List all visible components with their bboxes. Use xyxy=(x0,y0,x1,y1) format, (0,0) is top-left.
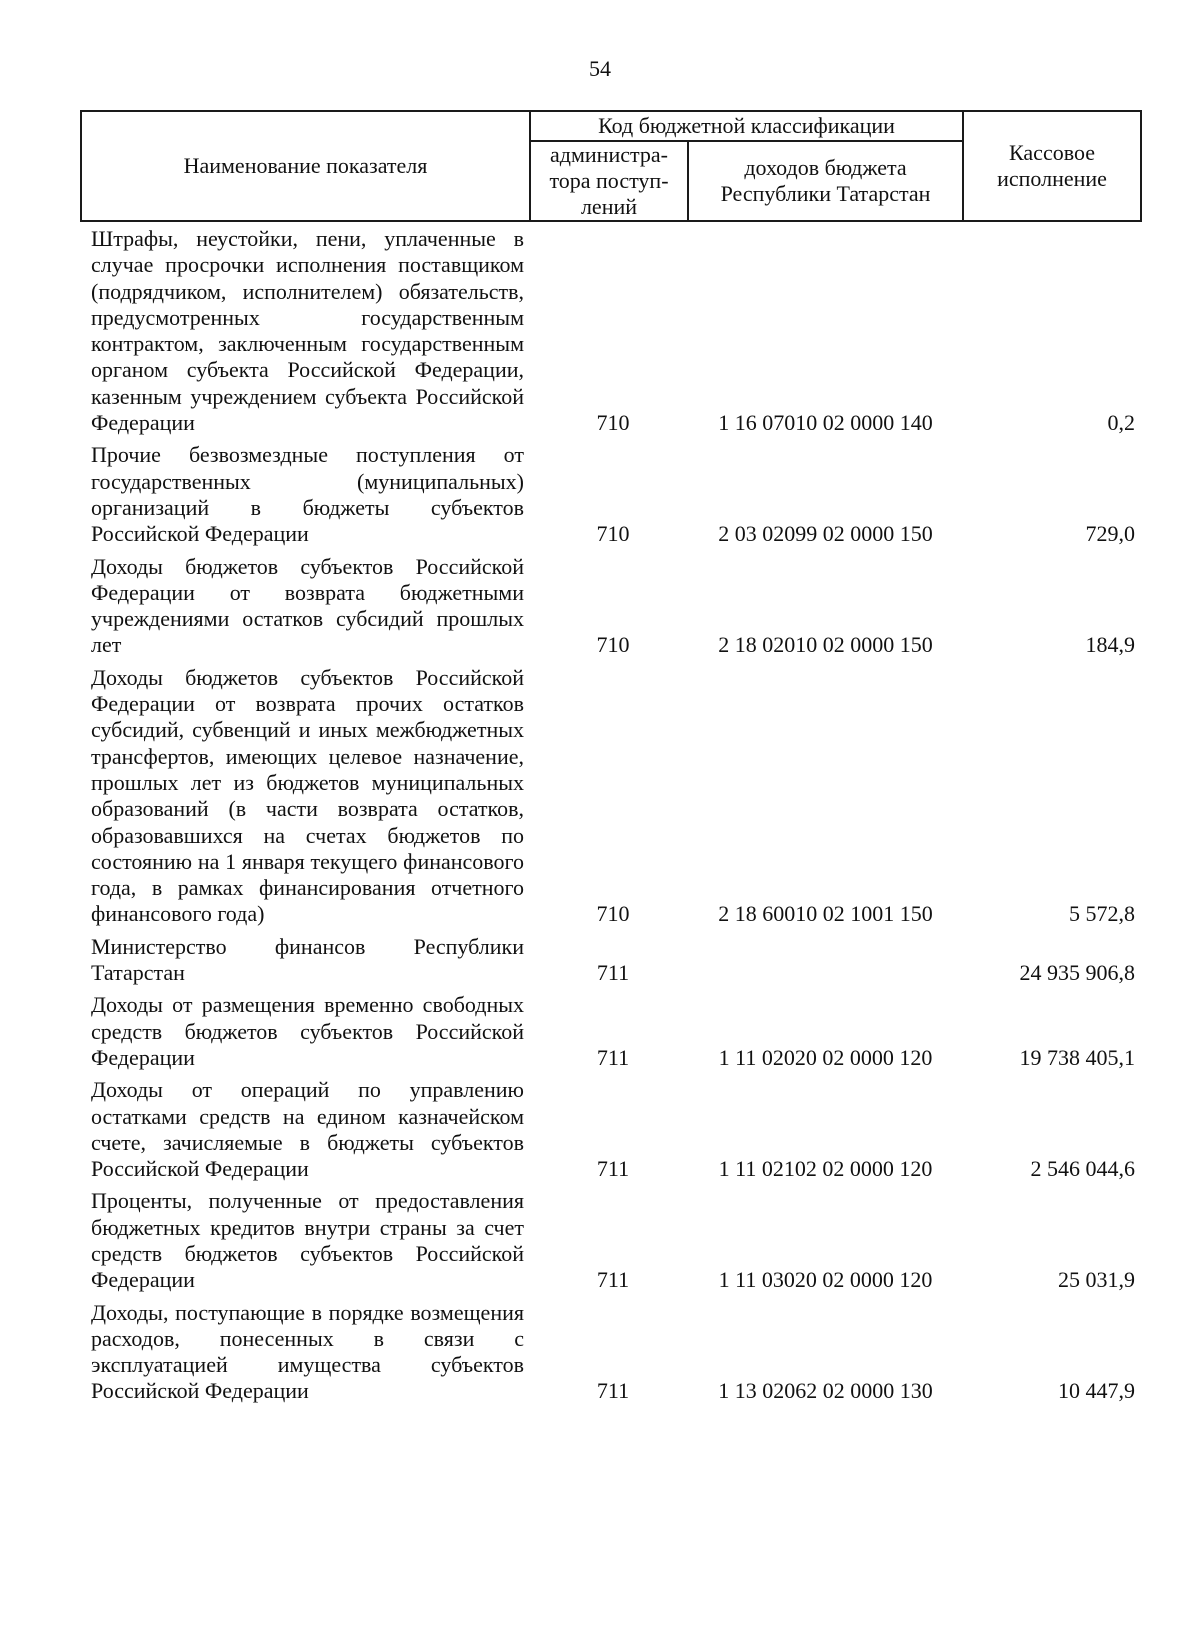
header-execution: Кассовое исполнение xyxy=(963,111,1141,221)
table-row xyxy=(81,438,1141,549)
row-admin-code: 710 xyxy=(596,901,630,927)
row-execution: 5 572,8 xyxy=(1069,901,1136,927)
table-row xyxy=(81,1296,1141,1407)
row-name: Доходы, поступающие в порядке возмещения расходов, понесенных в связи с эксплуатацией имущества субъектов Российской Федерации xyxy=(91,1299,524,1404)
row-execution: 25 031,9 xyxy=(1058,1267,1136,1293)
row-execution: 24 935 906,8 xyxy=(1019,960,1136,986)
table-row xyxy=(81,1184,1141,1295)
row-admin-code: 711 xyxy=(596,1156,630,1182)
row-execution: 10 447,9 xyxy=(1058,1378,1136,1404)
row-budget-code: 1 16 07010 02 0000 140 xyxy=(718,410,933,436)
row-admin-code: 711 xyxy=(596,1044,630,1070)
header-income-code: доходов бюджета Республики Татарстан xyxy=(688,141,963,221)
table-row xyxy=(81,988,1141,1073)
row-name: Доходы бюджетов субъектов Российской Федерации от возврата прочих остатков субсидий, субвенций и иных межбюджетных трансфертов, имеющих целевое назначение, прошлых лет из бюджетов муниципальных образований (в части возврата остатков, образовавшихся на счетах бюджетов по состоянию на 1 января текущего финансового года, в рамках финансирования отчетного финансового года) xyxy=(91,664,524,927)
table-row xyxy=(81,661,1141,930)
row-execution: 729,0 xyxy=(1085,521,1136,547)
row-execution: 0,2 xyxy=(1107,410,1136,436)
row-budget-code: 1 11 02020 02 0000 120 xyxy=(718,1044,933,1070)
row-budget-code: 2 03 02099 02 0000 150 xyxy=(718,521,933,547)
row-budget-code xyxy=(688,930,963,989)
row-admin-code: 710 xyxy=(596,521,630,547)
table-row xyxy=(81,1073,1141,1184)
row-execution: 2 546 044,6 xyxy=(1030,1156,1136,1182)
row-name: Проценты, полученные от предоставления бюджетных кредитов внутри страны за счет средств бюджетов субъектов Российской Федерации xyxy=(91,1188,524,1293)
row-budget-code: 2 18 02010 02 0000 150 xyxy=(718,632,933,658)
row-admin-code: 710 xyxy=(596,632,630,658)
page-number: 54 xyxy=(589,56,611,81)
row-name: Министерство финансов Республики Татарстан xyxy=(91,933,524,986)
table-header xyxy=(81,111,1141,221)
row-name: Прочие безвозмездные поступления от государственных (муниципальных) организаций в бюджеты субъектов Российской Федерации xyxy=(91,442,524,547)
row-name: Доходы бюджетов субъектов Российской Федерации от возврата бюджетными учреждениями остатков субсидий прошлых лет xyxy=(91,553,524,658)
row-admin-code: 711 xyxy=(596,1378,630,1404)
row-name: Доходы от размещения временно свободных средств бюджетов субъектов Российской Федерации xyxy=(91,992,524,1070)
header-name: Наименование показателя xyxy=(81,111,530,221)
table-row xyxy=(81,550,1141,661)
row-budget-code: 1 11 03020 02 0000 120 xyxy=(718,1267,933,1293)
row-name: Доходы от операций по управлению остатками средств на едином казначейском счете, зачисляемые в бюджеты субъектов Российской Федерации xyxy=(91,1077,524,1182)
header-code-group: Код бюджетной классификации xyxy=(530,111,963,141)
row-admin-code: 711 xyxy=(596,960,630,986)
table-row xyxy=(81,930,1141,989)
row-admin-code: 711 xyxy=(596,1267,630,1293)
row-execution: 19 738 405,1 xyxy=(1019,1044,1136,1070)
budget-table xyxy=(80,110,1142,1407)
table-body xyxy=(81,221,1141,1407)
row-name: Штрафы, неустойки, пени, уплаченные в случае просрочки исполнения поставщиком (подрядчиком, исполнителем) обязательств, предусмотренных государственным контрактом, заключенным государственным органом субъекта Российской Федерации, казенным учреждением субъекта Российской Федерации xyxy=(91,226,524,436)
row-budget-code: 1 13 02062 02 0000 130 xyxy=(718,1378,933,1404)
row-execution: 184,9 xyxy=(1085,632,1136,658)
table-row xyxy=(81,221,1141,438)
row-admin-code: 710 xyxy=(596,410,630,436)
row-budget-code: 1 11 02102 02 0000 120 xyxy=(718,1156,933,1182)
row-budget-code: 2 18 60010 02 1001 150 xyxy=(718,901,933,927)
header-admin: администра-тора поступ-лений xyxy=(530,141,688,221)
